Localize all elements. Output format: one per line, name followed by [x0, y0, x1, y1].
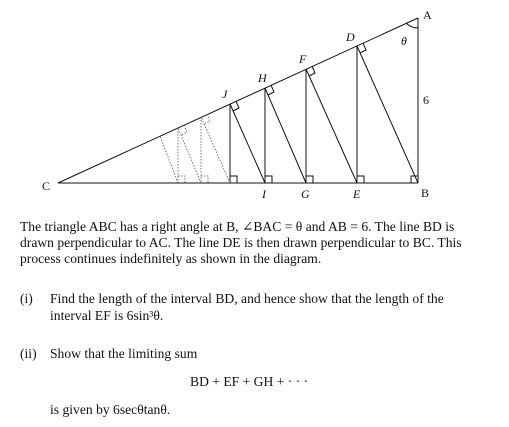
theta-arc — [406, 23, 418, 28]
label-f: F — [299, 52, 307, 66]
segment-bd — [357, 46, 418, 183]
label-h: H — [258, 71, 267, 85]
label-i: I — [262, 187, 266, 200]
side-ca — [58, 18, 418, 183]
dotted-3 — [178, 128, 201, 183]
triangle-diagram — [0, 0, 509, 200]
label-b: B — [421, 186, 430, 200]
right-angle-e — [357, 176, 364, 183]
segment-gh — [265, 88, 306, 183]
label-d: D — [346, 30, 355, 44]
dotted-right-angle-1 — [201, 176, 208, 183]
part-i-number: (i) — [20, 291, 33, 306]
part-i-line-1: Find the length of the interval BD, and hence show that the length of the — [50, 291, 444, 306]
segment-ef — [306, 69, 357, 183]
part-ii-number: (ii) — [20, 346, 37, 361]
part-ii-line-3: is given by 6secθtanθ. — [50, 402, 171, 417]
dotted-1 — [201, 117, 230, 183]
segment-ij — [230, 104, 265, 183]
label-theta: θ — [401, 34, 407, 48]
dotted-right-angle-2 — [178, 176, 185, 183]
label-g: G — [301, 187, 310, 200]
intro-line-3: process continues indefinitely as shown in the diagram. — [20, 251, 322, 266]
intro-line-2: drawn perpendicular to AC. The line DE is then drawn perpendicular to BC. This — [20, 235, 462, 250]
intro-line-1: The triangle ABC has a right angle at B, ∠BAC = θ and AB = 6. The line BD is — [20, 219, 455, 234]
label-j: J — [222, 87, 228, 101]
part-i-line-2: interval EF is 6sin³θ. — [50, 308, 164, 323]
dotted-5 — [160, 136, 178, 183]
part-ii-sum: BD + EF + GH + · · · — [190, 374, 309, 389]
label-a: A — [423, 8, 432, 22]
label-e: E — [353, 187, 361, 200]
right-angle-i — [265, 176, 272, 183]
right-angle-g — [306, 176, 313, 183]
label-c: C — [42, 179, 51, 193]
right-angle-j-foot — [230, 176, 237, 183]
part-ii-line-1: Show that the limiting sum — [50, 346, 198, 361]
label-ab-length: 6 — [423, 93, 429, 107]
